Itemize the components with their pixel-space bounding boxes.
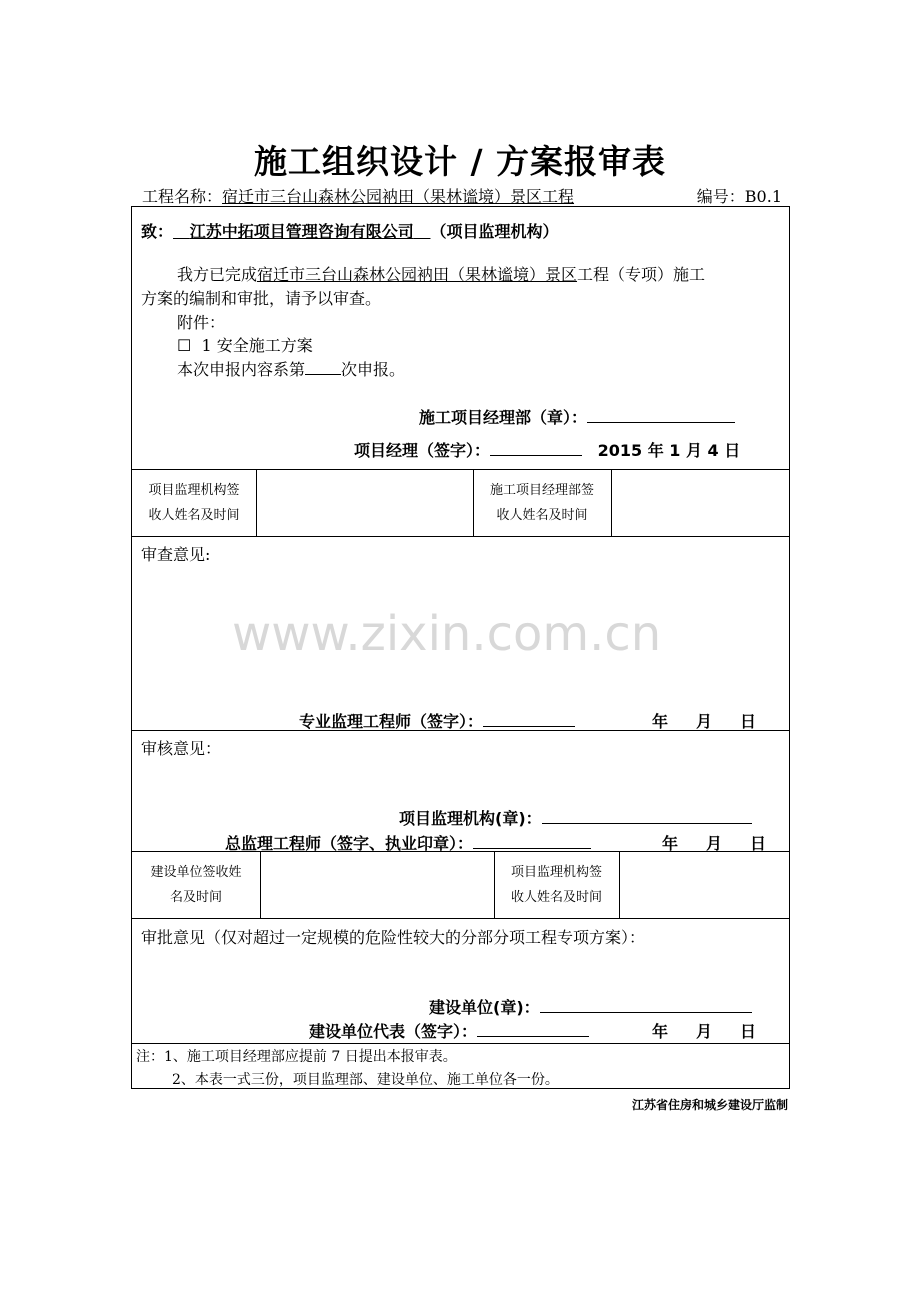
approval-sign-label: 建设单位代表（签字）： — [309, 1022, 478, 1041]
review-sign-label: 专业监理工程师（签字）： — [299, 712, 484, 731]
note-2: 2、本表一式三份，项目监理部、建设单位、施工单位各一份。 — [172, 1072, 559, 1088]
approval-date: 年 月 日 — [652, 1022, 757, 1041]
pm-sign-label: 项目经理（签字）： — [354, 441, 491, 460]
approval-sign-blank[interactable] — [477, 1022, 589, 1037]
audit-sign-label: 总监理工程师（签字、执业印章）： — [225, 834, 474, 853]
attachment-label: 附件： — [177, 313, 226, 332]
rule — [132, 918, 789, 919]
form-title: 施工组织设计 / 方案报审表 — [253, 142, 667, 181]
audit-seal-line — [399, 806, 752, 829]
approval-seal-blank[interactable] — [540, 998, 752, 1013]
note-1: 注：1、施工项目经理部应提前 7 日提出本报审表。 — [136, 1049, 457, 1065]
pm-sign-line — [354, 438, 740, 461]
review-date: 年 月 日 — [652, 712, 757, 731]
audit-date: 年 月 日 — [662, 834, 767, 853]
code-label: 编号： — [696, 187, 745, 206]
rule — [132, 469, 789, 470]
pm-sign-blank[interactable] — [490, 441, 582, 456]
submission-times: 本次申报内容系第 次申报。 — [177, 360, 406, 379]
dept-seal-blank[interactable] — [587, 408, 735, 423]
to-suffix: （项目监理机构） — [430, 222, 559, 241]
body-line-1: 我方已完成宿迁市三台山森林公园衲田（果林谧境）景区工程（专项）施工 — [177, 265, 706, 284]
receipt-label-client: 建设单位签收姓 名及时间 — [150, 865, 242, 905]
approval-label: 审批意见（仅对超过一定规模的危险性较大的分部分项工程专项方案）： — [141, 928, 646, 947]
code-value: B0.1 — [744, 187, 782, 206]
submit-date: 2015 年 1 月 4 日 — [597, 441, 741, 460]
review-sign-line — [299, 709, 575, 732]
approval-seal-line — [429, 995, 752, 1018]
audit-seal-blank[interactable] — [542, 809, 752, 824]
audit-sign-blank[interactable] — [473, 834, 591, 849]
receipt-label-contractor: 施工项目经理部签 收人姓名及时间 — [489, 483, 594, 523]
dept-seal-line — [419, 405, 735, 428]
audit-sign-line — [225, 831, 591, 854]
watermark: www.zixin.com.cn — [232, 606, 662, 662]
receipt-label-supervision: 项目监理机构签 收人姓名及时间 — [148, 483, 240, 523]
rule — [611, 469, 612, 536]
review-label: 审查意见: — [141, 545, 211, 564]
rule — [260, 851, 261, 918]
body-project: 宿迁市三台山森林公园衲田（果林谧境）景区 — [257, 265, 578, 284]
project-line — [142, 184, 792, 207]
attachment-item: 1 安全施工方案 — [201, 336, 313, 355]
to-line — [141, 219, 558, 242]
rule — [619, 851, 620, 918]
rule — [132, 1043, 789, 1044]
approval-seal-label: 建设单位(章)： — [429, 998, 540, 1017]
body-line-2: 方案的编制和审批，请予以审查。 — [141, 289, 382, 308]
audit-seal-label: 项目监理机构(章)： — [399, 809, 542, 828]
project-name: 宿迁市三台山森林公园衲田（果林谧境）景区工程 — [222, 187, 575, 206]
issuer-footer: 江苏省住房和城乡建设厅监制 — [631, 1098, 788, 1112]
dept-seal-label: 施工项目经理部（章）： — [419, 408, 588, 427]
approval-sign-line — [309, 1019, 589, 1042]
review-sign-blank[interactable] — [483, 712, 575, 727]
attachment-line — [177, 333, 313, 356]
form-code — [697, 184, 782, 207]
to-label: 致： — [141, 222, 174, 241]
to-org: 江苏中拓项目管理咨询有限公司 — [189, 222, 414, 241]
attachment-checkbox[interactable]: ☐ — [177, 336, 192, 355]
times-blank[interactable] — [305, 360, 341, 375]
project-label: 工程名称： — [142, 187, 223, 206]
audit-label: 审核意见： — [141, 739, 222, 758]
rule — [132, 536, 789, 537]
rule — [256, 469, 257, 536]
receipt-label-supervision-2: 项目监理机构签 收人姓名及时间 — [510, 865, 602, 905]
